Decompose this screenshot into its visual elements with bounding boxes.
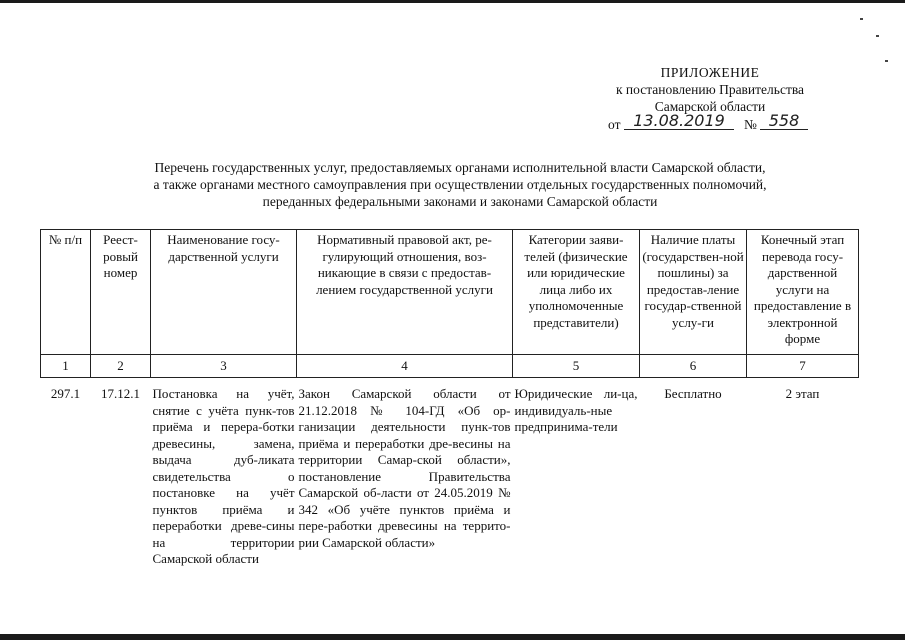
appendix-line2: Самарской области: [654, 99, 766, 114]
header-service: Наименование госу-дарственной услуги: [151, 230, 297, 355]
cell-fee: Бесплатно: [664, 386, 722, 401]
scan-top-edge: [0, 0, 905, 3]
column-number: 5: [513, 355, 640, 378]
appendix-block: [560, 64, 860, 133]
document-title-line2: а также органами местного самоуправления при осуществлении отдельных государственных полномочий,: [153, 177, 767, 192]
header-num: № п/п: [41, 230, 91, 355]
cell-service: Постановка на учёт, снятие с учёта пунк-тов приёма и перера-ботки древесины, замена, выдача дуб-ликата свидетельства о постановке на учёт пунктов приёма и переработки древе-сины на территории Самарской области: [152, 386, 295, 566]
column-number: 4: [297, 355, 513, 378]
cell-stage: 2 этап: [785, 386, 820, 401]
handwritten-date: 13.08.2019: [624, 112, 734, 130]
header-registry: Реест-ровый номер: [91, 230, 151, 355]
header-fee: Наличие платы (государствен-ной пошлины) за предостав-ление государ-ственной услу-ги: [640, 230, 747, 355]
header-applicants: Категории заяви-телей (физические или юридические лица либо их уполномоченные представители): [513, 230, 640, 355]
appendix-title: ПРИЛОЖЕНИЕ: [660, 65, 760, 80]
scan-speck: [860, 18, 863, 20]
table-row: [41, 378, 859, 587]
column-number: 2: [91, 355, 151, 378]
date-prefix: от: [608, 117, 621, 132]
scan-speck: [885, 60, 888, 62]
scan-speck: [876, 35, 879, 37]
date-number-line: [560, 111, 860, 133]
handwritten-number: 558: [760, 112, 808, 130]
appendix-line1: к постановлению Правительства: [615, 82, 805, 97]
services-table: [40, 229, 859, 586]
column-number: 6: [640, 355, 747, 378]
header-stage: Конечный этап перевода госу-дарственной услуги на предоставление в электронной форме: [747, 230, 859, 355]
document-title-line3: переданных федеральными законами и законами Самарской области: [262, 194, 658, 209]
column-number: 7: [747, 355, 859, 378]
column-number: 3: [151, 355, 297, 378]
cell-act: Закон Самарской области от 21.12.2018 № 104-ГД «Об ор-ганизации деятельности пунк-тов приёма и переработки дре-весины на территории Самар-ской области», постановление Правительства Самарской об-ласти от 24.05.2019 № 342 «Об учёте пунктов приёма и пере-работки древесины на террито-рии Самарской области»: [298, 386, 511, 550]
document-title-line1: Перечень государственных услуг, предоставляемых органами исполнительной власти Самарской области,: [154, 160, 766, 175]
header-act: Нормативный правовой акт, ре-гулирующий отношения, воз-никающие в связи с предостав-лением государственной услуги: [297, 230, 513, 355]
cell-registry: 17.12.1: [101, 386, 140, 401]
column-number-row: [41, 355, 859, 378]
scan-bottom-edge: [0, 634, 905, 640]
column-number: 1: [41, 355, 91, 378]
document-title: [70, 159, 850, 210]
number-prefix: №: [744, 117, 757, 132]
cell-num: 297.1: [50, 386, 81, 401]
cell-applicants: Юридические ли-ца, индивидуаль-ные предпринима-тели: [514, 386, 638, 434]
table-header-row: [41, 230, 859, 355]
